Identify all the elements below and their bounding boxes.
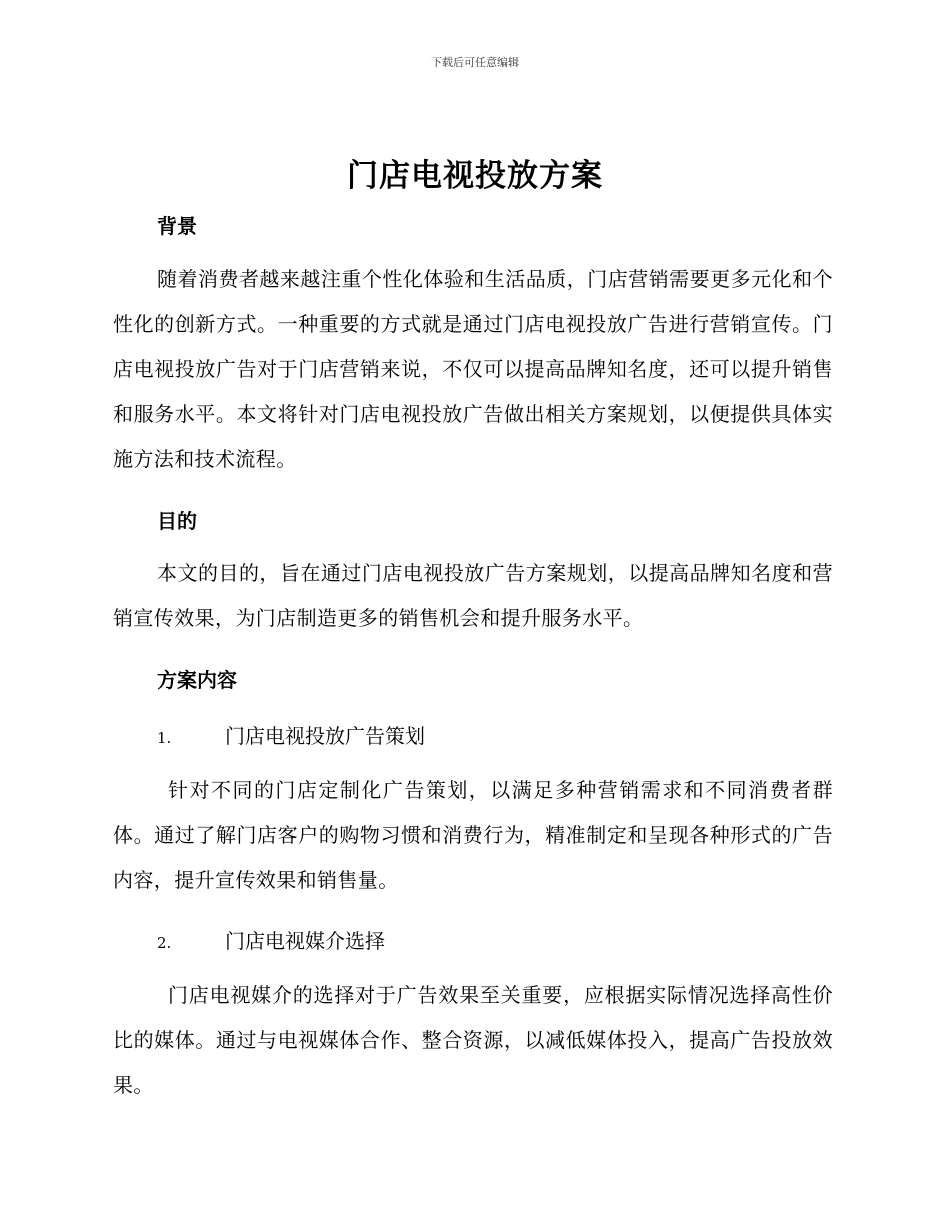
paragraph-purpose: 本文的目的，旨在通过门店电视投放广告方案规划，以提高品牌知名度和营销宣传效果，为门店制造更多的销售机会和提升服务水平。 — [113, 561, 833, 630]
heading-background: 背景 — [157, 214, 197, 238]
paragraph-item-1: 针对不同的门店定制化广告策划，以满足多种营销需求和不同消费者群体。通过了解门店客户的购物习惯和消费行为，精准制定和呈现各种形式的广告内容，提升宣传效果和销售量。 — [113, 778, 833, 892]
heading-purpose: 目的 — [157, 509, 197, 533]
document-title: 门店电视投放方案 — [347, 158, 603, 194]
list-number: 1. — [157, 729, 172, 747]
list-item-title: 门店电视媒介选择 — [225, 929, 385, 953]
list-item-2 — [157, 925, 385, 954]
header-note: 下载后可任意编辑 — [431, 56, 519, 69]
paragraph-item-2: 门店电视媒介的选择对于广告效果至关重要，应根据实际情况选择高性价比的媒体。通过与电视媒体合作、整合资源，以减低媒体投入，提高广告投放效果。 — [113, 983, 833, 1097]
paragraph-background: 随着消费者越来越注重个性化体验和生活品质，门店营销需要更多元化和个性化的创新方式。一种重要的方式就是通过门店电视投放广告进行营销宣传。门店电视投放广告对于门店营销来说，不仅可以提高品牌知名度，还可以提升销售和服务水平。本文将针对门店电视投放广告做出相关方案规划，以便提供具体实施方法和技术流程。 — [113, 267, 833, 471]
list-item-1 — [157, 720, 425, 749]
list-item-title: 门店电视投放广告策划 — [225, 724, 425, 748]
heading-content: 方案内容 — [157, 668, 237, 692]
list-number: 2. — [157, 934, 172, 952]
